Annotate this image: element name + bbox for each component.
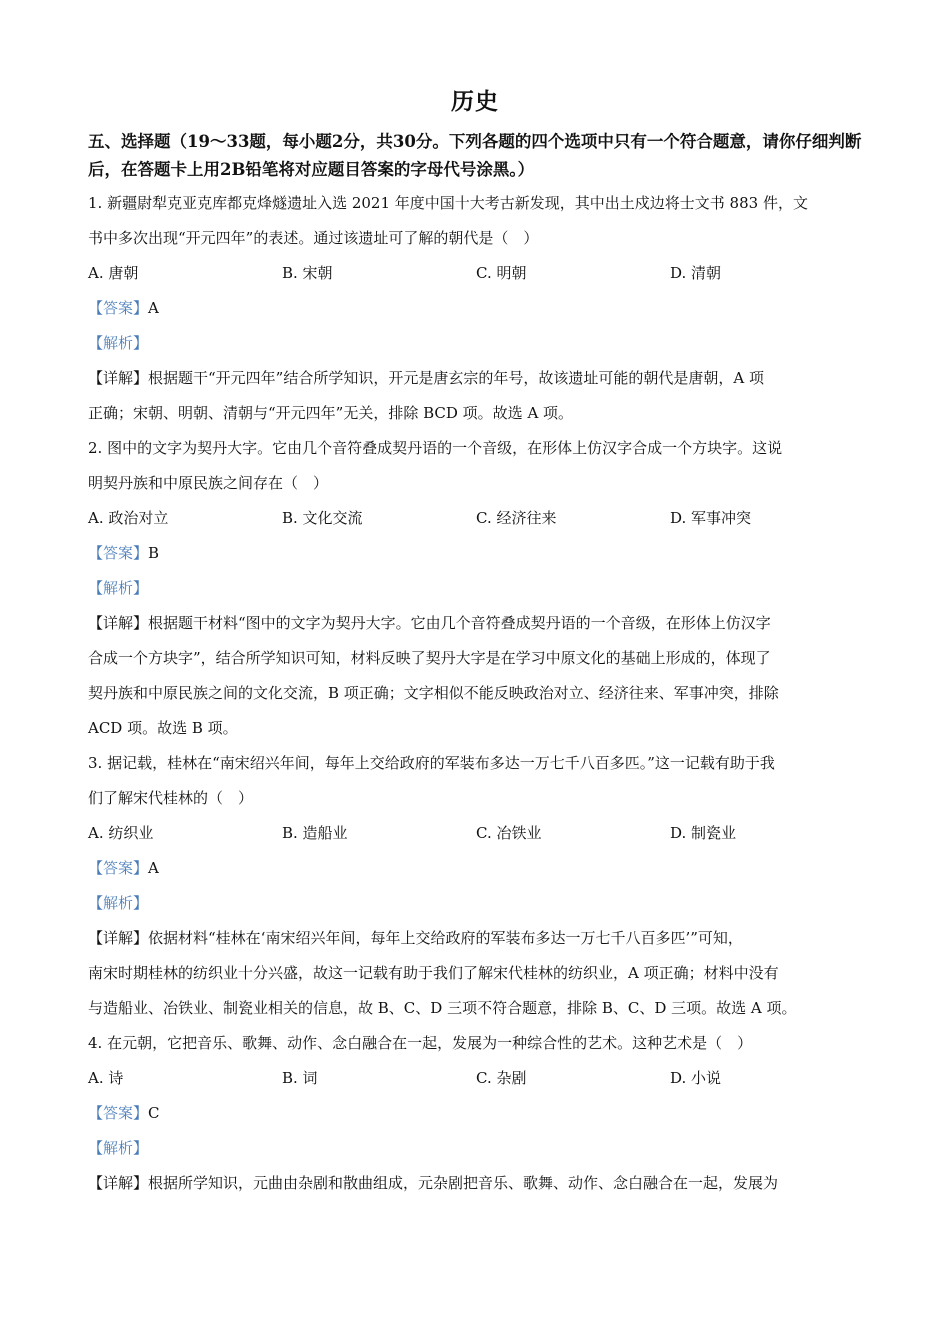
detail-line: 与造船业、冶铁业、制瓷业相关的信息，故 B、C、D 三项不符合题意，排除 B、C、D 三项。故选 A 项。 — [88, 999, 797, 1017]
option-a: A. 政治对立 — [88, 509, 169, 527]
detail-line: 南宋时期桂林的纺织业十分兴盛，故这一记载有助于我们了解宋代桂林的纺织业，A 项正确；材料中没有 — [88, 964, 779, 982]
option-c: C. 经济往来 — [476, 509, 557, 527]
option-d: D. 小说 — [670, 1069, 722, 1087]
detail-text: 根据题干材料“图中的文字为契丹大字。它由几个音符叠成契丹语的一个音级，在形体上仿汉字 — [148, 614, 771, 632]
options-row — [88, 1061, 864, 1096]
answer-line — [88, 536, 864, 571]
question-stem-line: 书中多次出现“开元四年”的表述。通过该遗址可了解的朝代是（ ） — [88, 229, 539, 247]
analysis-line — [88, 886, 864, 921]
option-b: B. 造船业 — [282, 824, 348, 842]
answer-tag: 【答案】 — [88, 859, 149, 877]
detail-tag: 【详解】 — [88, 369, 149, 387]
question-2 — [88, 431, 864, 746]
answer-value: B — [148, 544, 160, 562]
questions-content — [88, 186, 864, 1201]
detail-tag: 【详解】 — [88, 929, 149, 947]
detail-line — [88, 361, 864, 396]
section-header: 五、选择题（19～33题，每小题2分，共30分。下列各题的四个选项中只有一个符合题意，请你仔细判断后，在答题卡上用2B铅笔将对应题目答案的字母代号涂黑。） — [88, 132, 862, 179]
answer-tag: 【答案】 — [88, 544, 149, 562]
answer-value: C — [148, 1104, 160, 1122]
answer-tag: 【答案】 — [88, 299, 149, 317]
question-stem-line: 们了解宋代桂林的（ ） — [88, 789, 254, 807]
detail-line — [88, 606, 864, 641]
options-row — [88, 501, 864, 536]
option-b: B. 文化交流 — [282, 509, 363, 527]
detail-text: 依据材料“桂林在‘南宋绍兴年间，每年上交给政府的军装布多达一万七千八百多匹’”可知， — [148, 929, 743, 947]
option-c: C. 明朝 — [476, 264, 527, 282]
detail-tag: 【详解】 — [88, 614, 149, 632]
options-row — [88, 816, 864, 851]
answer-line — [88, 291, 864, 326]
option-a: A. 唐朝 — [88, 264, 139, 282]
option-a: A. 诗 — [88, 1069, 124, 1087]
option-a: A. 纺织业 — [88, 824, 154, 842]
question-stem-line: 4. 在元朝，它把音乐、歌舞、动作、念白融合在一起，发展为一种综合性的艺术。这种艺术是（ ） — [88, 1034, 753, 1052]
analysis-tag: 【解析】 — [88, 1139, 149, 1157]
answer-line — [88, 1096, 864, 1131]
option-b: B. 词 — [282, 1069, 318, 1087]
answer-value: A — [148, 299, 159, 317]
analysis-tag: 【解析】 — [88, 579, 149, 597]
detail-line: 合成一个方块字”，结合所学知识可知，材料反映了契丹大字是在学习中原文化的基础上形成的，体现了 — [88, 649, 771, 667]
detail-line: 正确；宋朝、明朝、清朝与“开元四年”无关，排除 BCD 项。故选 A 项。 — [88, 404, 574, 422]
analysis-tag: 【解析】 — [88, 894, 149, 912]
options-row — [88, 256, 864, 291]
detail-text: 根据题干“开元四年”结合所学知识，开元是唐玄宗的年号，故该遗址可能的朝代是唐朝，A 项 — [148, 369, 764, 387]
analysis-line — [88, 1131, 864, 1166]
analysis-line — [88, 571, 864, 606]
analysis-line — [88, 326, 864, 361]
question-stem-line: 3. 据记载，桂林在“南宋绍兴年间，每年上交给政府的军装布多达一万七千八百多匹。”这一记载有助于我 — [88, 754, 775, 772]
question-stem-line: 1. 新疆尉犁克亚克库都克烽燧遗址入选 2021 年度中国十大考古新发现，其中出土戍边将士文书 883 件，文 — [88, 194, 808, 212]
detail-line: 契丹族和中原民族之间的文化交流，B 项正确；文字相似不能反映政治对立、经济往来、军事冲突，排除 — [88, 684, 779, 702]
detail-line: ACD 项。故选 B 项。 — [88, 719, 238, 737]
detail-tag: 【详解】 — [88, 1174, 149, 1192]
question-4 — [88, 1026, 864, 1201]
detail-line — [88, 1166, 864, 1201]
question-1 — [88, 186, 864, 431]
detail-line — [88, 921, 864, 956]
option-d: D. 军事冲突 — [670, 509, 752, 527]
detail-text: 根据所学知识，元曲由杂剧和散曲组成，元杂剧把音乐、歌舞、动作、念白融合在一起，发展为 — [148, 1174, 779, 1192]
option-c: C. 冶铁业 — [476, 824, 542, 842]
answer-line — [88, 851, 864, 886]
analysis-tag: 【解析】 — [88, 334, 149, 352]
option-c: C. 杂剧 — [476, 1069, 527, 1087]
option-d: D. 制瓷业 — [670, 824, 737, 842]
question-3 — [88, 746, 864, 1026]
answer-value: A — [148, 859, 159, 877]
question-stem-line: 明契丹族和中原民族之间存在（ ） — [88, 474, 329, 492]
question-stem-line: 2. 图中的文字为契丹大字。它由几个音符叠成契丹语的一个音级，在形体上仿汉字合成一个方块字。这说 — [88, 439, 783, 457]
answer-tag: 【答案】 — [88, 1104, 149, 1122]
page-title: 历史 — [451, 88, 499, 115]
option-b: B. 宋朝 — [282, 264, 333, 282]
option-d: D. 清朝 — [670, 264, 722, 282]
